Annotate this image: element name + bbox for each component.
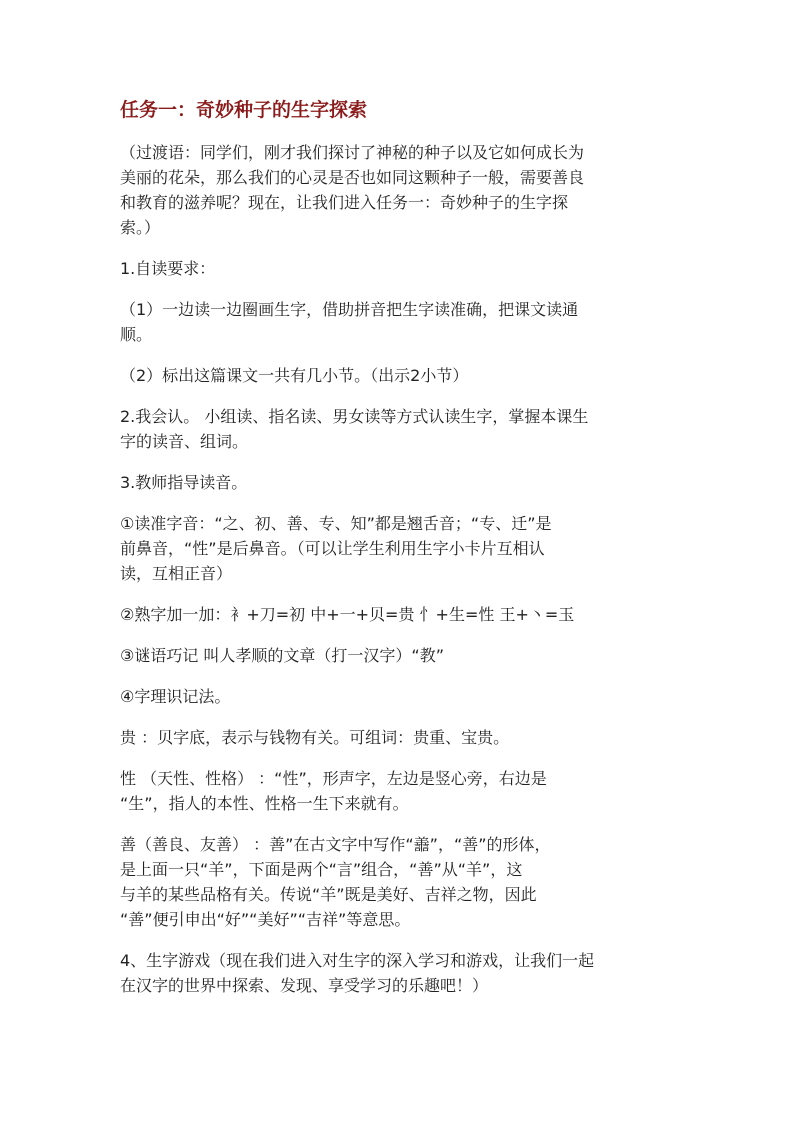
shan-explanation: 善（善良、友善） ：善”在古文字中写作“譱”，“善”的形体， 是上面一只“羊”，下面是两个“言”组合，“善”从“羊”，这 与羊的某些品格有关。传说“羊”既是美好、吉祥之物，因此 “善”便引申出“好”“美好”“吉祥”等意思。 [120, 835, 551, 929]
requirement-2: （2）标出这篇课文一共有几小节。（出示2小节） [120, 366, 469, 385]
xing-explanation: 性 （天性、性格） ：“性”，形声字，左边是竖心旁，右边是 “生”，指人的本性、性格一生下来就有。 [120, 769, 547, 813]
teacher-guidance-heading: 3.教师指导读音。 [120, 473, 248, 492]
page-title: 任务一：奇妙种子的生字探索 [120, 99, 368, 121]
character-game-paragraph: 4、生字游戏（现在我们进入对生字的深入学习和游戏，让我们一起 在汉字的世界中探索、发现、享受学习的乐趣吧！） [120, 951, 595, 995]
pronunciation-item: ①读准字音：“之、初、善、专、知”都是翘舌音；“专、迁”是 前鼻音，“性”是后鼻音。（可以让学生利用生字小卡片互相认 读，互相正音） [120, 514, 552, 583]
requirement-1: （1）一边读一边圈画生字，借助拼音把生字读准确，把课文读通 顺。 [120, 300, 579, 344]
transition-paragraph: （过渡语：同学们，刚才我们探讨了神秘的种子以及它如何成长为 美丽的花朵，那么我们的心灵是否也如同这颗种子一般，需要善良 和教育的滋养呢？现在，让我们进入任务一：奇妙种子的生字探 索。） [120, 143, 585, 237]
character-addition-item: ②熟字加一加：衤+刀=初 中+一+贝=贵 忄+生=性 王+丶=玉 [120, 605, 575, 624]
etymology-method-item: ④字理识记法。 [120, 687, 231, 706]
document-page [120, 96, 680, 1014]
recognition-paragraph: 2.我会认。 小组读、指名读、男女读等方式认读生字，掌握本课生 字的读音、组词。 [120, 407, 589, 451]
self-reading-heading: 1.自读要求： [120, 259, 216, 278]
riddle-item: ③谜语巧记 叫人孝顺的文章（打一汉字）“教” [120, 646, 445, 665]
gui-explanation: 贵 ：贝字底，表示与钱物有关。可组词：贵重、宝贵。 [120, 728, 510, 747]
